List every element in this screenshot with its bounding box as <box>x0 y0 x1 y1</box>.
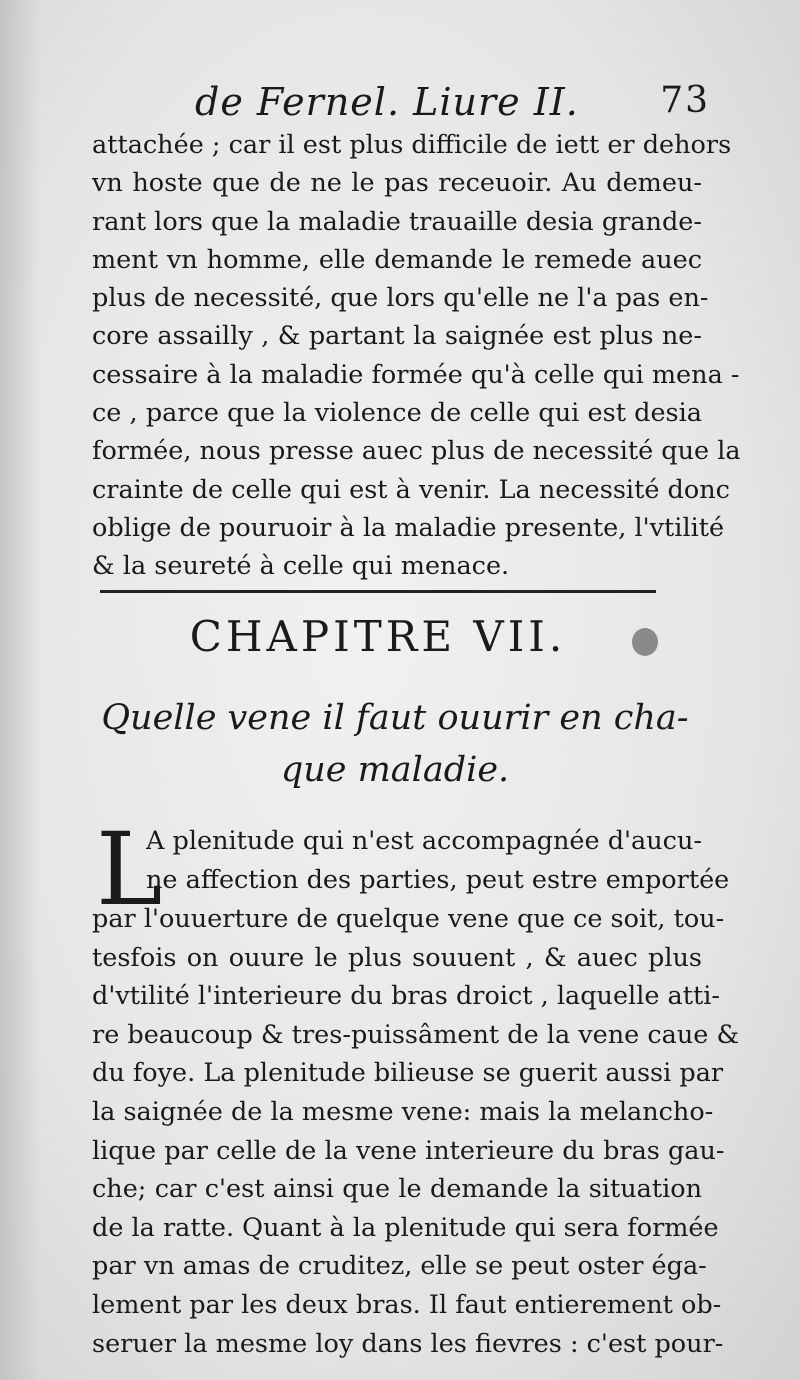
text-line: attachée ; car il est plus difficile de iett er dehors <box>92 130 732 160</box>
drop-cap: L <box>96 811 163 928</box>
text-line: formée, nous presse auec plus de necessité que la <box>92 436 741 467</box>
page-header <box>90 80 710 124</box>
chapter-title <box>90 692 700 796</box>
text-line: lement par les deux bras. Il faut entierement ob- <box>92 1289 722 1320</box>
text-line: core assailly , & partant la saignée est plus ne- <box>92 321 702 352</box>
page-number: 73 <box>660 80 710 121</box>
text-line: lique par celle de la vene interieure du bras gau- <box>92 1135 725 1166</box>
drop-cap-lines <box>146 822 730 900</box>
section-divider <box>100 590 656 593</box>
text-line: seruer la mesme loy dans les fievres : c'est pour- <box>92 1328 724 1359</box>
text-line: A plenitude qui n'est accompagnée d'aucu- <box>146 826 702 856</box>
text-line: par vn amas de cruditez, elle se peut oster éga- <box>92 1251 707 1282</box>
text-line: ne affection des parties, peut estre emportée <box>146 865 730 895</box>
text-line: cessaire à la maladie formée qu'à celle qui mena - <box>92 359 740 390</box>
chapter-heading: CHAPITRE VII. <box>189 612 567 661</box>
body-paragraph <box>92 900 740 1363</box>
text-line: rant lors que la maladie trauaille desia grande- <box>92 206 702 237</box>
ink-blot <box>632 628 658 656</box>
text-line: tesfois on ouure le plus souuent , & auec plus <box>92 942 702 973</box>
chapter-title-line: Quelle vene il faut ouurir en cha- <box>101 698 689 738</box>
page-gutter-shadow <box>0 0 40 1380</box>
text-line: plus de necessité, que lors qu'elle ne l'a pas en- <box>92 283 709 314</box>
running-title: de Fernel. Liure II. <box>195 80 579 124</box>
text-line: re beaucoup & tres-puissâment de la vene caue & <box>92 1019 740 1050</box>
text-line: la saignée de la mesme vene: mais la melancho- <box>92 1096 714 1127</box>
top-paragraph <box>92 126 741 586</box>
text-line: d'vtilité l'interieure du bras droict , laquelle atti- <box>92 981 721 1012</box>
chapter-title-line: que maladie. <box>280 750 510 790</box>
text-line: de la ratte. Quant à la plenitude qui sera formée <box>92 1212 719 1243</box>
text-line: oblige de pouruoir à la maladie presente, l'vtilité <box>92 512 725 543</box>
text-line: du foye. La plenitude bilieuse se guerit aussi par <box>92 1058 724 1089</box>
text-line: crainte de celle qui est à venir. La necessité donc <box>92 474 730 505</box>
text-line: che; car c'est ainsi que le demande la situation <box>92 1174 702 1205</box>
text-line: & la seureté à celle qui menace. <box>92 551 510 582</box>
text-line: vn hoste que de ne le pas receuoir. Au demeu- <box>92 168 702 199</box>
text-line: ment vn homme, elle demande le remede auec <box>92 244 702 275</box>
text-line: ce , parce que la violence de celle qui est desia <box>92 398 702 429</box>
text-line: par l'ouuerture de quelque vene que ce soit, tou- <box>92 904 725 934</box>
